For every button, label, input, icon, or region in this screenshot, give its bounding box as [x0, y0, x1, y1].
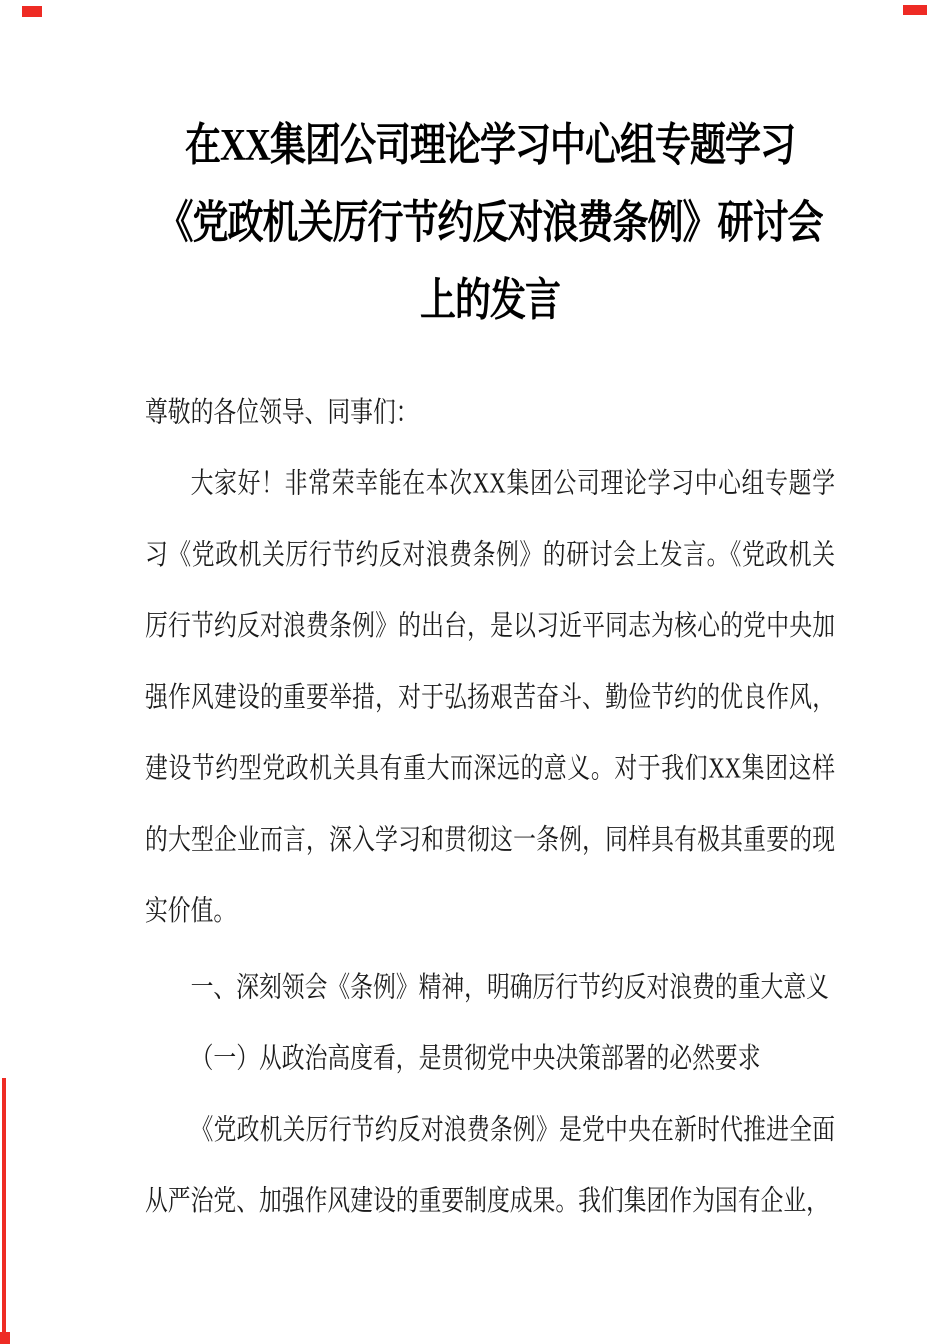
crop-mark-top-right [903, 5, 927, 15]
title-line-2: 《党政机关厉行节约反对浪费条例》研讨会 [157, 197, 823, 248]
opening-paragraph: 大家好！非常荣幸能在本次XX集团公司理论学习中心组专题学习《党政机关厉行节约反对浪费条例》的研讨会上发言。《党政机关厉行节约反对浪费条例》的出台，是以习近平同志为核心的党中央加强作风建设的重要举措，对于弘扬艰苦奋斗、勤俭节约的优良作风，建设节约型党政机关具有重大而深远的意义。对于我们XX集团这样的大型企业而言，深入学习和贯彻这一条例，同样具有极其重要的现实价值。 [145, 467, 835, 927]
document-body [145, 376, 835, 1236]
section-heading-level-2: （一）从政治高度看，是贯彻党中央决策部署的必然要求 [190, 1042, 761, 1074]
page-edge-line-left [2, 1078, 6, 1344]
title-line-3: 上的发言 [419, 275, 560, 325]
salutation-paragraph: 尊敬的各位领导、同事们： [145, 396, 419, 428]
section-heading-level-1: 一、深刻领会《条例》精神，明确厉行节约反对浪费的重大意义 [190, 971, 829, 1003]
section-body-paragraph: 《党政机关厉行节约反对浪费条例》是党中央在新时代推进全面从严治党、加强作风建设的重要制度成果。我们集团作为国有企业， [145, 1113, 835, 1217]
document-title [145, 106, 835, 339]
crop-mark-top-left [22, 6, 42, 17]
title-line-1: 在XX集团公司理论学习中心组专题学习 [185, 120, 795, 170]
crop-mark-bottom-left [0, 1332, 10, 1344]
